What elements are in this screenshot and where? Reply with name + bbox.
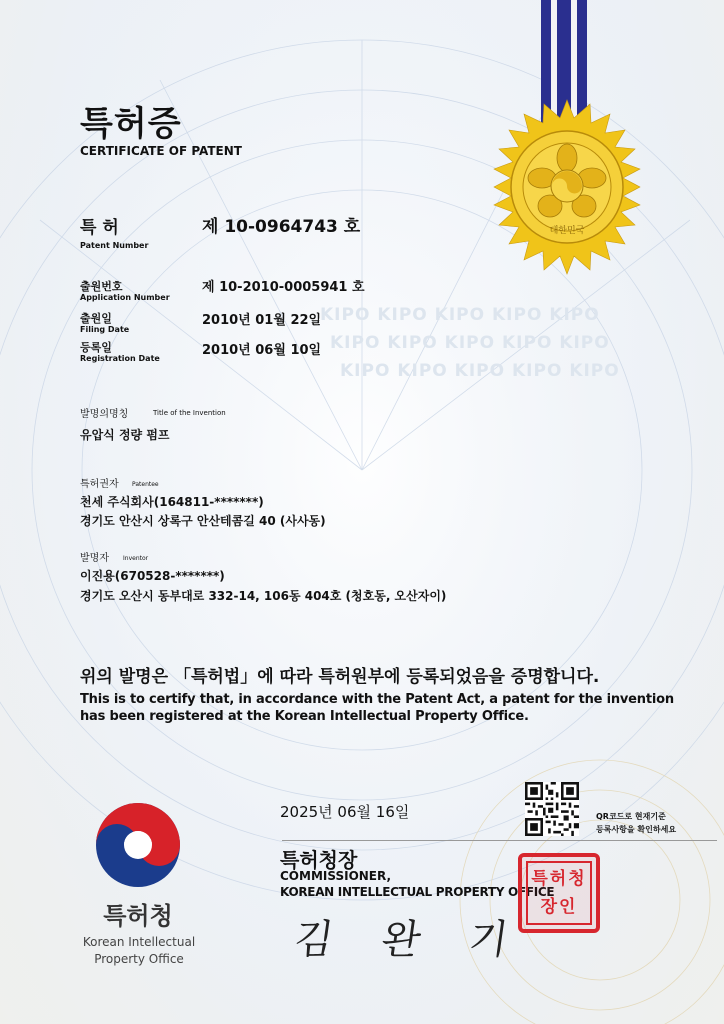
gold-seal-icon — [478, 98, 656, 276]
certificate-title: 특허증 — [80, 104, 182, 144]
commissioner-en-line1: COMMISSIONER, — [280, 869, 392, 883]
application-label-en: Application Number — [80, 293, 170, 302]
inventor-name: 이진용(670528-*******) — [80, 569, 225, 583]
office-name-en-line2: Property Office — [94, 952, 184, 966]
patentee-label: 특허권자 — [80, 479, 119, 490]
registration-label: 등록일 — [80, 341, 112, 354]
issue-date: 2025년 06월 16일 — [280, 803, 410, 821]
kipo-logo-icon — [93, 800, 183, 890]
certificate-title-en: CERTIFICATE OF PATENT — [80, 144, 242, 158]
invention-label-en: Title of the Invention — [153, 409, 226, 417]
patent-label-en: Patent Number — [80, 241, 149, 250]
application-number: 제 10-2010-0005941 호 — [202, 280, 365, 295]
commissioner-title: 특허청장 — [280, 848, 358, 872]
office-name-en-line1: Korean Intellectual — [82, 935, 196, 949]
watermark: KIPO KIPO KIPO KIPO KIPO — [320, 305, 600, 325]
statement-en-line1: This is to certify that, in accordance with the Patent Act, a patent for the invention — [80, 692, 674, 707]
office-logo-text: 특허청 — [103, 902, 173, 930]
stamp-text: 특허청장인 — [531, 869, 587, 917]
statement-ko: 위의 발명은 「특허법」에 따라 특허원부에 등록되었음을 증명합니다. — [80, 667, 600, 687]
official-stamp — [518, 853, 600, 933]
seal-text: 대한민국 — [549, 226, 585, 236]
patent-label: 특 허 — [80, 218, 119, 238]
filing-label-en: Filing Date — [80, 325, 130, 334]
patentee-address: 경기도 안산시 상록구 안산테콤길 40 (사사동) — [80, 514, 326, 528]
qr-note-line1: QR코드로 현재기준 — [596, 812, 666, 821]
qr-code-icon[interactable] — [525, 782, 579, 836]
commissioner-en-line2: KOREAN INTELLECTUAL PROPERTY OFFICE — [280, 885, 555, 899]
watermark: KIPO KIPO KIPO KIPO KIPO — [330, 333, 610, 353]
patentee-name: 천세 주식회사(164811-*******) — [80, 495, 264, 509]
patentee-label-en: Patentee — [132, 481, 159, 488]
patent-number: 제 10-0964743 호 — [202, 217, 361, 237]
divider — [282, 840, 717, 841]
invention-title: 유압식 정량 펌프 — [80, 428, 170, 442]
statement-en-line2: has been registered at the Korean Intellectual Property Office. — [80, 709, 529, 724]
registration-date: 2010년 06월 10일 — [202, 343, 322, 358]
signature: 김 완 기 — [291, 917, 530, 963]
invention-label: 발명의명칭 — [80, 409, 129, 420]
application-label: 출원번호 — [80, 280, 123, 293]
inventor-address: 경기도 오산시 동부대로 332-14, 106동 404호 (청호동, 오산자이) — [80, 589, 447, 603]
watermark: KIPO KIPO KIPO KIPO KIPO — [340, 361, 620, 381]
qr-note-line2: 등록사항을 확인하세요 — [596, 825, 677, 834]
inventor-label: 발명자 — [80, 553, 109, 564]
filing-label: 출원일 — [80, 312, 112, 325]
registration-label-en: Registration Date — [80, 354, 160, 363]
filing-date: 2010년 01월 22일 — [202, 313, 322, 328]
inventor-label-en: Inventor — [123, 555, 149, 562]
